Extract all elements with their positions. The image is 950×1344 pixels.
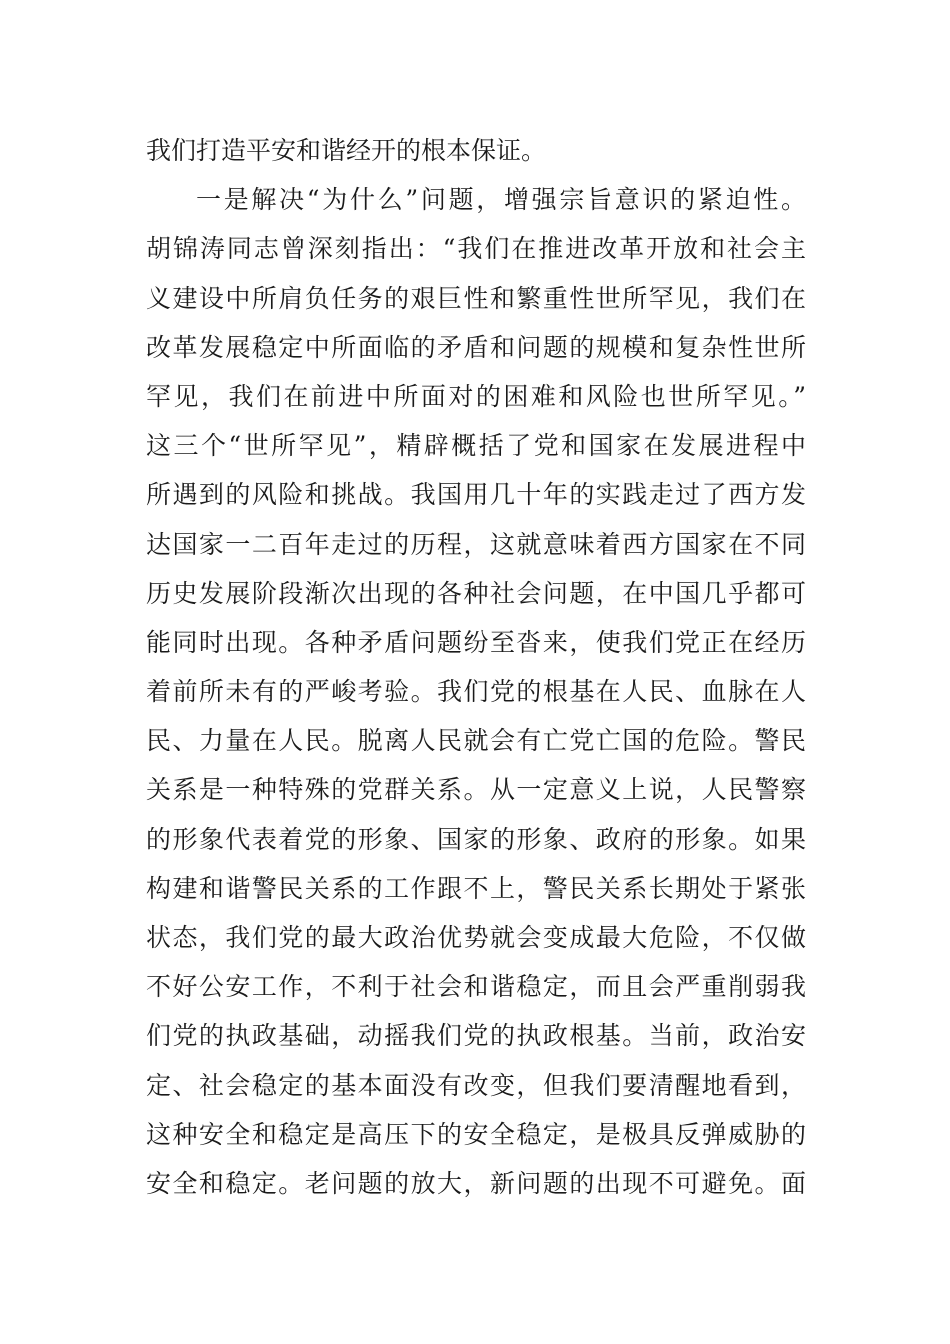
text-line: 胡锦涛同志曾深刻指出：“我们在推进改革开放和社会主: [146, 234, 806, 264]
text-line: 着前所未有的严峻考验。我们党的根基在人民、血脉在人: [146, 677, 806, 707]
text-line: 安全和稳定。老问题的放大，新问题的出现不可避免。面: [146, 1168, 806, 1198]
text-line: 不好公安工作，不利于社会和谐稳定，而且会严重削弱我: [146, 972, 806, 1002]
paragraph-first-line: 一是解决“为什么”问题，增强宗旨意识的紧迫性。: [196, 185, 806, 215]
text-line: 这三个“世所罕见”，精辟概括了党和国家在发展进程中: [146, 431, 806, 461]
text-line: 关系是一种特殊的党群关系。从一定意义上说，人民警察: [146, 775, 806, 805]
text-line: 状态，我们党的最大政治优势就会变成最大危险，不仅做: [146, 923, 806, 952]
text-line: 所遇到的风险和挑战。我国用几十年的实践走过了西方发: [146, 480, 806, 510]
text-line: 们党的执政基础，动摇我们党的执政根基。当前，政治安: [146, 1021, 806, 1051]
body-text: [146, 126, 806, 1208]
text-line: 民、力量在人民。脱离人民就会有亡党亡国的危险。警民: [146, 726, 806, 756]
text-line: 达国家一二百年走过的历程，这就意味着西方国家在不同: [146, 529, 806, 559]
text-line: 定、社会稳定的基本面没有改变，但我们要清醒地看到，: [146, 1070, 806, 1100]
text-line: 构建和谐警民关系的工作跟不上，警民关系长期处于紧张: [146, 873, 806, 903]
text-line: 历史发展阶段渐次出现的各种社会问题，在中国几乎都可: [146, 578, 806, 608]
text-line: 义建设中所肩负任务的艰巨性和繁重性世所罕见，我们在: [146, 283, 806, 313]
text-line: 这种安全和稳定是高压下的安全稳定，是极具反弹威胁的: [146, 1119, 806, 1149]
text-line: 能同时出现。各种矛盾问题纷至沓来，使我们党正在经历: [146, 627, 806, 657]
text-line: 罕见，我们在前进中所面对的困难和风险也世所罕见。”: [146, 381, 806, 411]
text-line: 的形象代表着党的形象、国家的形象、政府的形象。如果: [146, 824, 806, 854]
text-line: 我们打造平安和谐经开的根本保证。: [146, 136, 547, 165]
text-line: 改革发展稳定中所面临的矛盾和问题的规模和复杂性世所: [146, 332, 806, 362]
